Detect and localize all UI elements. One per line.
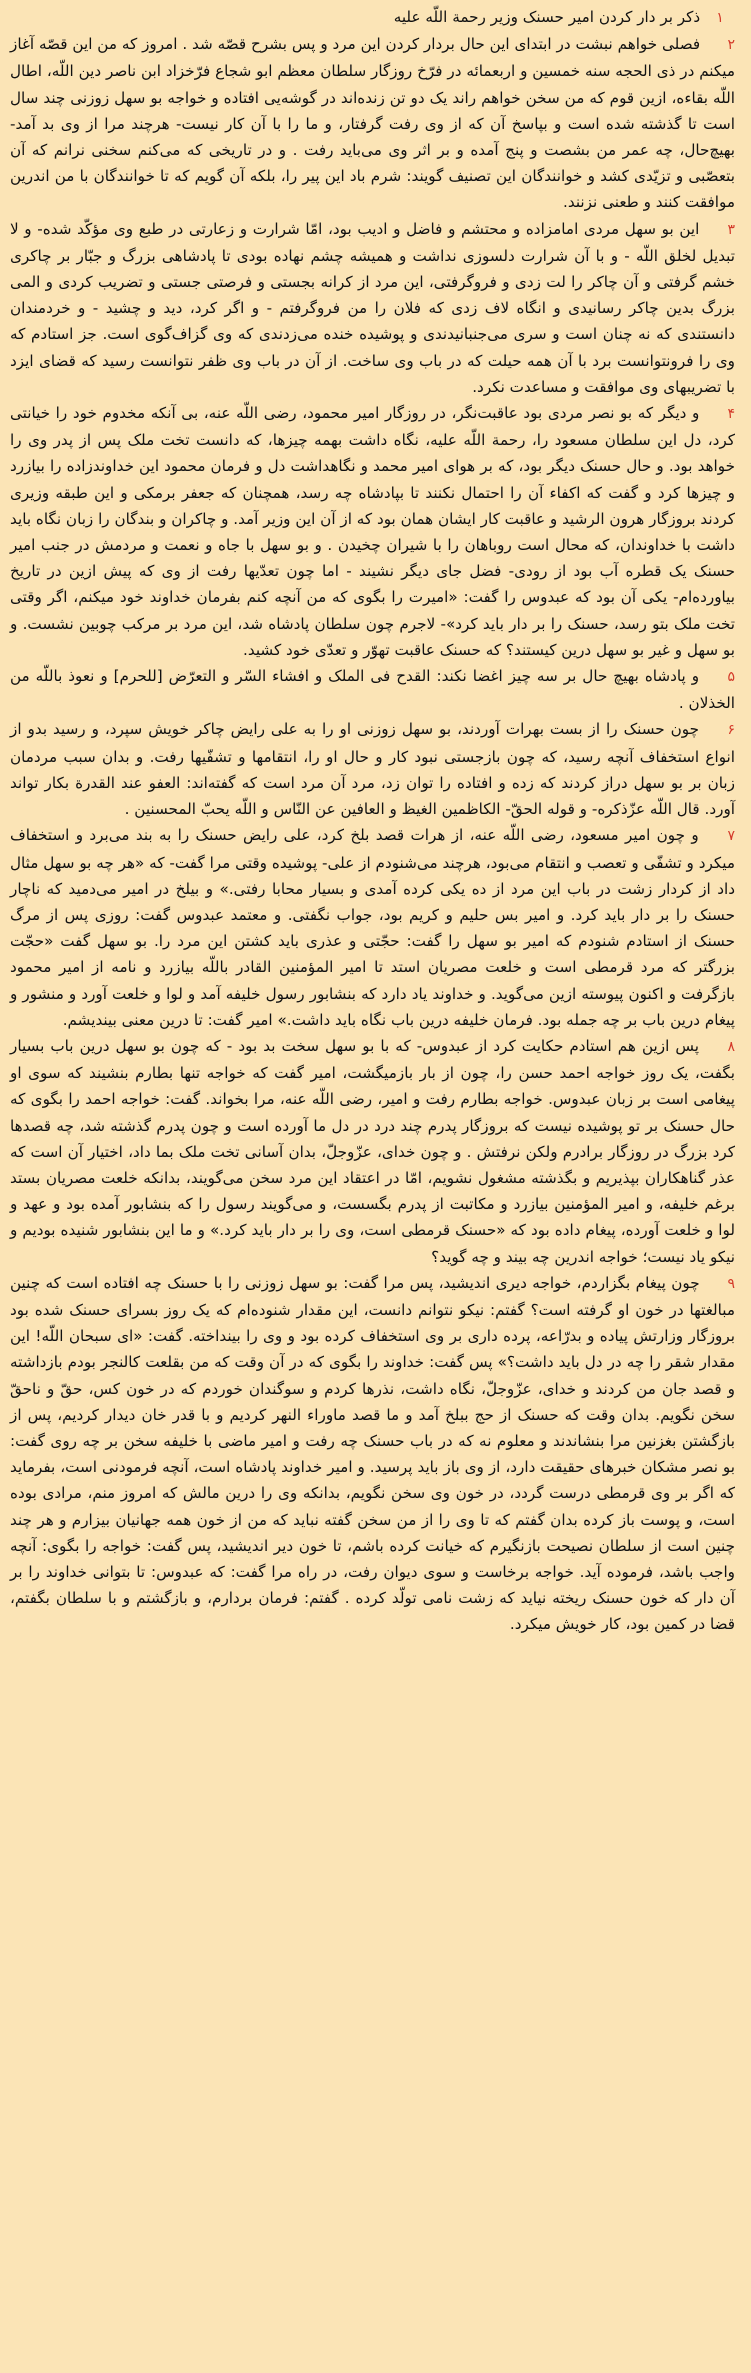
paragraph-number: ۴	[727, 406, 735, 423]
paragraph-number: ۲	[727, 37, 736, 54]
paragraph-9	[10, 1270, 741, 1638]
title-number: ۱	[716, 10, 724, 26]
paragraph-number: ۹	[727, 1275, 735, 1292]
title-text: ذکر بر دار کردن امیر حسنک وزیر رحمة اللّه علیه	[393, 8, 701, 26]
paragraph-3	[10, 216, 741, 400]
paragraph-number: ۷	[727, 828, 735, 845]
paragraph-text: این بو سهل مردی امامزاده و محتشم و فاضل و ادیب بود، امّا شرارت و زعارتی در طبع وی مؤکّد شده- و لا تبدیل لخلق اللّه - و با آن شرارت دلسوزی نداشت و همیشه چشم نهاده بودی تا پادشاهی بزرگ و جبّار بر چاکری خشم گرفتی و آن چاکر را لت زدی و فروگرفتی، این مرد از کرانه بجستی و فرصتی جستی و تضریب کردی و المی بزرگ بدین چاکر رسانیدی و انگاه لاف زدی که فلان را من فروگرفتم - و اگر کرد، دید و چشید - و خردمندان دانستندی که نه چنان است و سری می‌جنبانیدندی و پوشیده خنده می‌زدندی که وی گزاف‌گوی است. جز استادم که وی را فرونتوانست برد با آن همه حیلت که در باب وی ساخت. از آن در باب وی ظفر نتوانست رسید که قضای ایزد با تضریبهای وی موافقت و مساعدت نکرد.	[10, 219, 735, 396]
paragraph-8	[10, 1033, 741, 1270]
paragraph-7	[10, 822, 741, 1033]
paragraph-2	[10, 31, 741, 215]
paragraph-text: و چون امیر مسعود، رضی اللّه عنه، از هرات قصد بلخ کرد، علی رایض حسنک را به بند می‌برد و استخفاف میکرد و تشفّی و تعصب و انتقام می‌بود، هرچند می‌شنودم از علی- پوشیده وقتی مرا گفت- که «هر چه بو سهل مثال داد از کردار زشت در باب این مرد از ده یکی کرده آمدی و بسیار محابا رفتی.» و بیلخ در امیر می‌دمید که ناچار حسنک را بر دار باید کرد. و امیر بس حلیم و کریم بود، جواب نگفتی. و معتمد عبدوس گفت: روزی پس از مرگ حسنک از استادم شنودم که امیر بو سهل را گفت: حجّتی و عذری باید کشتن این مرد را. بو سهل گفت «حجّت بزرگتر که مرد قرمطی است و خلعت مصریان استد تا امیر المؤمنین القادر باللّه بیازرد و نامه از امیر محمود بازگرفت و اکنون پیوسته ازین می‌گوید. و خداوند یاد دارد که بنشابور رسول خلیفه آمد و لوا و خلعت آورد و منشور و پیغام درین باب بر چه جمله بود. فرمان خلیفه درین باب نگاه باید داشت.» امیر گفت: تا درین معنی بیندیشم.	[10, 826, 735, 1029]
paragraph-5	[10, 663, 741, 716]
paragraph-text: چون حسنک را از بست بهرات آوردند، بو سهل زوزنی او را به علی رایض چاکر خویش سپرد، و رسید بدو از انواع استخفاف آنچه رسید، که چون بازجستی نبود کار و حال او را، انتقامها و تشفّیها رفت. و بدان سبب مردمان زبان بر بو سهل دراز کردند که زده و افتاده را توان زد، مرد آن مرد است که گفته‌اند: العفو عند القدرة بکار تواند آورد. قال اللّه عزّذکره- و قوله الحقّ- الکاظمین الغیظ و العافین عن النّاس و اللّه یحبّ المحسنین .	[10, 720, 735, 819]
document-title	[10, 4, 741, 31]
paragraph-text: و پادشاه بهیچ حال بر سه چیز اغضا نکند: القدح فی الملک و افشاء السّر و التعرّض [للحرم] و نعوذ باللّه من الخذلان .	[10, 667, 735, 713]
paragraph-6	[10, 716, 741, 822]
paragraph-text: و دیگر که بو نصر مردی بود عاقبت‌نگر، در روزگار امیر محمود، رضی اللّه عنه، بی آنکه مخدوم خود را خیانتی کرد، دل این سلطان مسعود را، رحمة اللّه علیه، نگاه داشت بهمه چیزها، که دانست تخت ملک پس از پدر وی را خواهد بود. و حال حسنک دیگر بود، که بر هوای امیر محمد و نگاهداشت دل و فرمان محمود این خداوندزاده را بیازرد و چیزها کرد و گفت که اکفاء آن را احتمال نکنند تا بپادشاه چه رسد، همچنان که جعفر برمکی و این طبقه وزیری کردند بروزگار هرون الرشید و عاقبت کار ایشان همان بود که از آن این وزیر آمد. و چاکران و بندگان را زبان نگاه باید داشت با خداوندان، که محال است روباهان را با شیران چخیدن . و بو سهل با جاه و نعمت و مردمش در جنب امیر حسنک یک قطره آب بود از رودی- فضل جای دیگر نشیند - اما چون تعدّیها رفت از وی که پیش ازین در تاریخ بیاورده‌ام- یکی آن بود که عبدوس را گفت: «امیرت را بگوی که من آنچه کنم بفرمان خداوند خود میکنم، اگر وقتی تخت ملک بتو رسد، حسنک را بر دار باید کرد»- لاجرم چون سلطان پادشاه شد، این مرد بر مرکب چوبین نشست. و بو سهل و غیر بو سهل درین کیستند؟ که حسنک عاقبت تهوّر و تعدّی خود کشید.	[10, 404, 735, 659]
paragraph-text: چون پیغام بگزاردم، خواجه دیری اندیشید، پس مرا گفت: بو سهل زوزنی را با حسنک چه افتاده است که چنین مبالغتها در خون او گرفته است؟ گفتم: نیکو نتوانم دانست، این مقدار شنوده‌ام که یک روز بسرای حسنک شده بود بروزگار وزارتش پیاده و بدرّاعه، پرده داری بر وی استخفاف کرده بود و وی را بینداخته. گفت: «ای سبحان اللّه! این مقدار شقر را چه در دل باید داشت؟» پس گفت: خداوند را بگوی که در آن وقت که من بقلعت کالنجر بودم بازداشته و قصد جان من کردند و خدای، عزّوجلّ، نگاه داشت، نذرها کردم و سوگندان خوردم که در خون کس، حقّ و ناحقّ سخن نگویم. بدان وقت که حسنک از حج ببلخ آمد و ما قصد ماوراء النهر کردیم و با قدر خان دیدار کردیم، پس از بازگشتن بغزنین مرا بنشاندند و معلوم نه که در باب حسنک چه رفت و امیر ماضی با خلیفه سخن بر چه روی گفت: بو نصر مشکان خبرهای حقیقت دارد، از وی باز باید پرسید. و امیر خداوند پادشاه است، آنچه فرمودنی است، بفرماید که اگر بر وی قرمطی درست گردد، در خون وی سخن نگویم، بدانکه وی را درین مالش که امروز منم، مرادی بوده است، و پوست باز کرده بدان گفتم که تا وی را از من سخن گفته نباید که من از خون همه جهانیان بیزارم و هر چند چنین است از سلطان نصیحت بازنگیرم که خیانت کرده باشم، تا خون دیر اندیشید، پس گفت: خواجه را بگوی: آنچه واجب باشد، فرموده آید. خواجه برخاست و سوی دیوان رفت، در راه مرا گفت: که عبدوس: تا بتوانی خداوند را بر آن دار که خون حسنک ریخته نیاید که زشت نامی تولّد کرده . گفتم: فرمان بردارم، و بازگشتم و با سلطان بگفتم، قضا در کمین بود، کار خویش میکرد.	[10, 1273, 735, 1634]
paragraph-text: پس ازین هم استادم حکایت کرد از عبدوس- که با بو سهل سخت بد بود - که چون بو سهل درین باب بسیار بگفت، یک روز خواجه احمد حسن را، چون از بار بازمیگشت، امیر گفت که خواجه تنها بطارم بنشیند که سوی او پیغامی است بر زبان عبدوس. خواجه بطارم رفت و امیر، رضی اللّه عنه، مرا بخواند. گفت: خواجه احمد را بگوی که حال حسنک بر تو پوشیده نیست که بروزگار پدرم چند درد در دل ما آورده است و چون پدرم گذشته شد، چه قصدها کرد بزرگ در روزگار برادرم ولکن نرفتش . و چون خدای، عزّوجلّ، بدان آسانی تخت ملک بما داد، اختیار آن است که عذر گناهکاران بپذیریم و بگذشته مشغول نشویم، امّا در اعتقاد این مرد سخن می‌گویند، بدانکه خلعت مصریان بستد برغم خلیفه، و امیر المؤمنین بیازرد و مکاتبت از پدرم بگسست، و می‌گویند رسول را که بنشابور آمده بود و عهد و لوا و خلعت آورده، پیغام داده بود که «حسنک قرمطی است، وی را بر دار باید کرد.» و ما این بنشابور شنیده بودیم و نیکو یاد نیست؛ خواجه اندرین چه بیند و چه گوید؟	[10, 1036, 735, 1266]
paragraph-number: ۶	[727, 722, 735, 739]
paragraph-number: ۳	[727, 221, 736, 238]
paragraph-number: ۸	[727, 1038, 735, 1055]
paragraph-4	[10, 400, 741, 663]
paragraph-number: ۵	[727, 669, 736, 686]
paragraph-text: فصلی خواهم نبشت در ابتدای این حال بردار کردن این مرد و پس بشرح قصّه شد . امروز که من این قصّه آغاز میکنم در ذی الحجه سنه خمسین و اربعمائه در فرّخ روزگار سلطان معظم ابو شجاع فرّخزاد ابن ناصر دین اللّه، اطال اللّه بقاءه، ازین قوم که من سخن خواهم راند یک دو تن زنده‌اند در گوشه‌یی افتاده و خواجه بو سهل زوزنی چند سال است تا گذشته شده است و بپاسخ آن که از وی رفت گرفتار، و ما را با آن کار نیست- هرچند مرا از وی بد آمد- بهیچ‌حال، چه عمر من بشصت و پنج آمده و بر اثر وی می‌باید رفت . و در تاریخی که می‌کنم سخنی نرانم که آن بتعصّبی و تزیّدی کشد و خوانندگان این تصنیف گویند: شرم باد این پیر را، بلکه آن گویم که تا خوانندگان با من اندرین موافقت کنند و طعنی نزنند.	[10, 35, 735, 212]
